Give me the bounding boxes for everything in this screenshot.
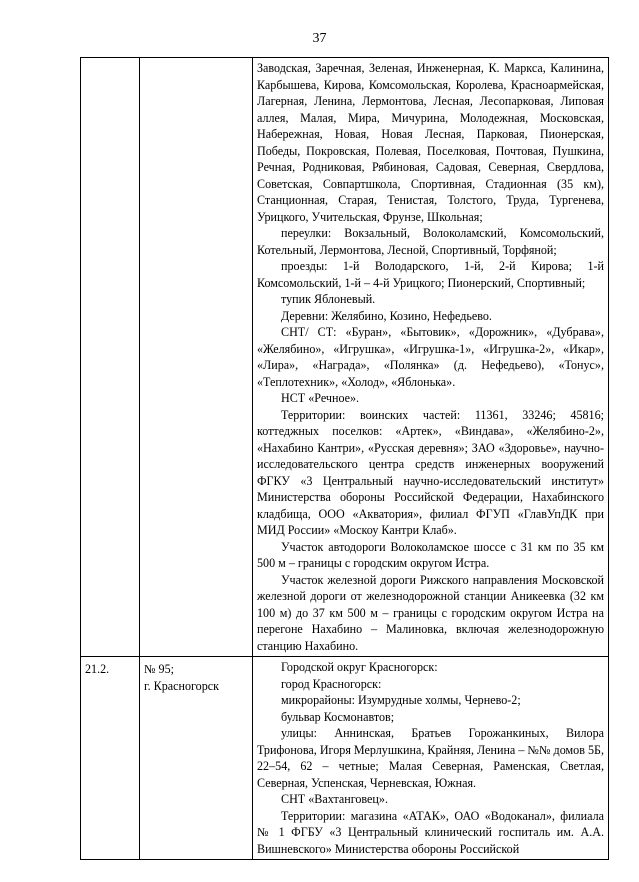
precinct-location: г. Красногорск <box>144 678 220 693</box>
nst-paragraph: НСТ «Речное». <box>281 391 360 405</box>
streets-paragraph: улицы: Аннинская, Братьев Горожанкиных, Вилора Трифонова, Игоря Мерлушкина, Крайняя, Ленина – №№ домов 5Б, 22–54, 62 – четные; Малая Северная, Раменская, Светлая, Северная, Успенская, Черневская, Южная. <box>257 726 604 790</box>
precinct-number: № 95; <box>144 662 175 676</box>
city-paragraph: город Красногорск: <box>281 676 382 691</box>
page-number: 37 <box>312 31 327 46</box>
snt-paragraph: СНТ/ СТ: «Буран», «Бытовик», «Дорожник», «Дубрава», «Желябино», «Игрушка», «Игрушка-1», «Игрушка-2», «Икар», «Лира», «Награда», «Полянка» (д. Нефедьево), «Тонус», «Теплотехник», «Холод», «Яблонька». <box>257 325 604 389</box>
precinct-cell <box>140 657 253 860</box>
row-number: 21.2. <box>81 657 140 860</box>
boulevard-paragraph: бульвар Космонавтов; <box>281 709 395 724</box>
district-paragraph: Городской округ Красногорск: <box>281 660 438 674</box>
boundary-description <box>253 58 609 657</box>
row-number <box>81 58 140 657</box>
deadend-paragraph: тупик Яблоневый. <box>281 292 376 306</box>
territories-paragraph: Территории: магазина «АТАК», ОАО «Водоканал», филиала № 1 ФГБУ «3 Центральный клинический госпиталь им. А.А. Вишневского» Министерства обороны Российской <box>257 808 604 856</box>
precinct-table <box>80 57 609 860</box>
table-row <box>81 58 609 657</box>
passages-paragraph: проезды: 1-й Володарского, 1-й, 2-й Кирова; 1-й Комсомольский, 1-й – 4-й Урицкого; Пионерский, Спортивный; <box>257 259 604 290</box>
boundary-description <box>253 657 609 860</box>
snt-paragraph: СНТ «Вахтанговец». <box>281 792 388 806</box>
highway-paragraph: Участок автодороги Волоколамское шоссе с 31 км по 35 км 500 м – границы с городским округом Истра. <box>257 539 604 570</box>
streets-paragraph: Заводская, Заречная, Зеленая, Инженерная, К. Маркса, Калинина, Карбышева, Кирова, Комсомольская, Королева, Красноармейская, Лагерная, Ленина, Лермонтова, Лесная, Лесопарковая, Липовая аллея, Малая, Мира, Мичурина, Молодежная, Московская, Набережная, Новая, Новая Лесная, Парковая, Пионерская, Победы, Покровская, Полевая, Поселковая, Почтовая, Пушкина, Речная, Родниковая, Рябиновая, Садовая, Северная, Свердлова, Советская, Совпартшкола, Спортивная, Стадионная (35 км), Станционная, Старая, Тенистая, Толстого, Труда, Тургенева, Урицкого, Учительская, Фрунзе, Школьная; <box>257 61 604 224</box>
table-row <box>81 657 609 860</box>
territories-paragraph: Территории: воинских частей: 11361, 33246; 45816; коттеджных поселков: «Артек», «Виндава», «Желябино-2», «Нахабино Кантри», «Русская деревня»; ЗАО «Здоровье», научно-исследовательского центра средств инженерных вооружений ФГКУ «3 Центральный научно-исследовательский институт» Министерства обороны Российской Федерации, Нахабинского кладбища, ООО «Акватория», филиал ФГУП «ГлавУпДК при МИД России» «Москоу Кантри Клаб». <box>257 407 604 537</box>
lanes-paragraph: переулки: Вокзальный, Волоколамский, Комсомольский, Котельный, Лермонтова, Лесной, Спортивный, Торфяной; <box>257 226 604 257</box>
railway-paragraph: Участок железной дороги Рижского направления Московской железной дороги от железнодорожной станции Аникеевка (32 км 100 м) до 37 км 500 м – границы с городским округом Истра на перегоне Нахабино – Малиновка, включая железнодорожную станцию Нахабино. <box>257 572 604 653</box>
precinct-cell <box>140 58 253 657</box>
microdistricts-paragraph: микрорайоны: Изумрудные холмы, Чернево-2; <box>281 693 521 707</box>
villages-paragraph: Деревни: Желябино, Козино, Нефедьево. <box>281 308 492 323</box>
